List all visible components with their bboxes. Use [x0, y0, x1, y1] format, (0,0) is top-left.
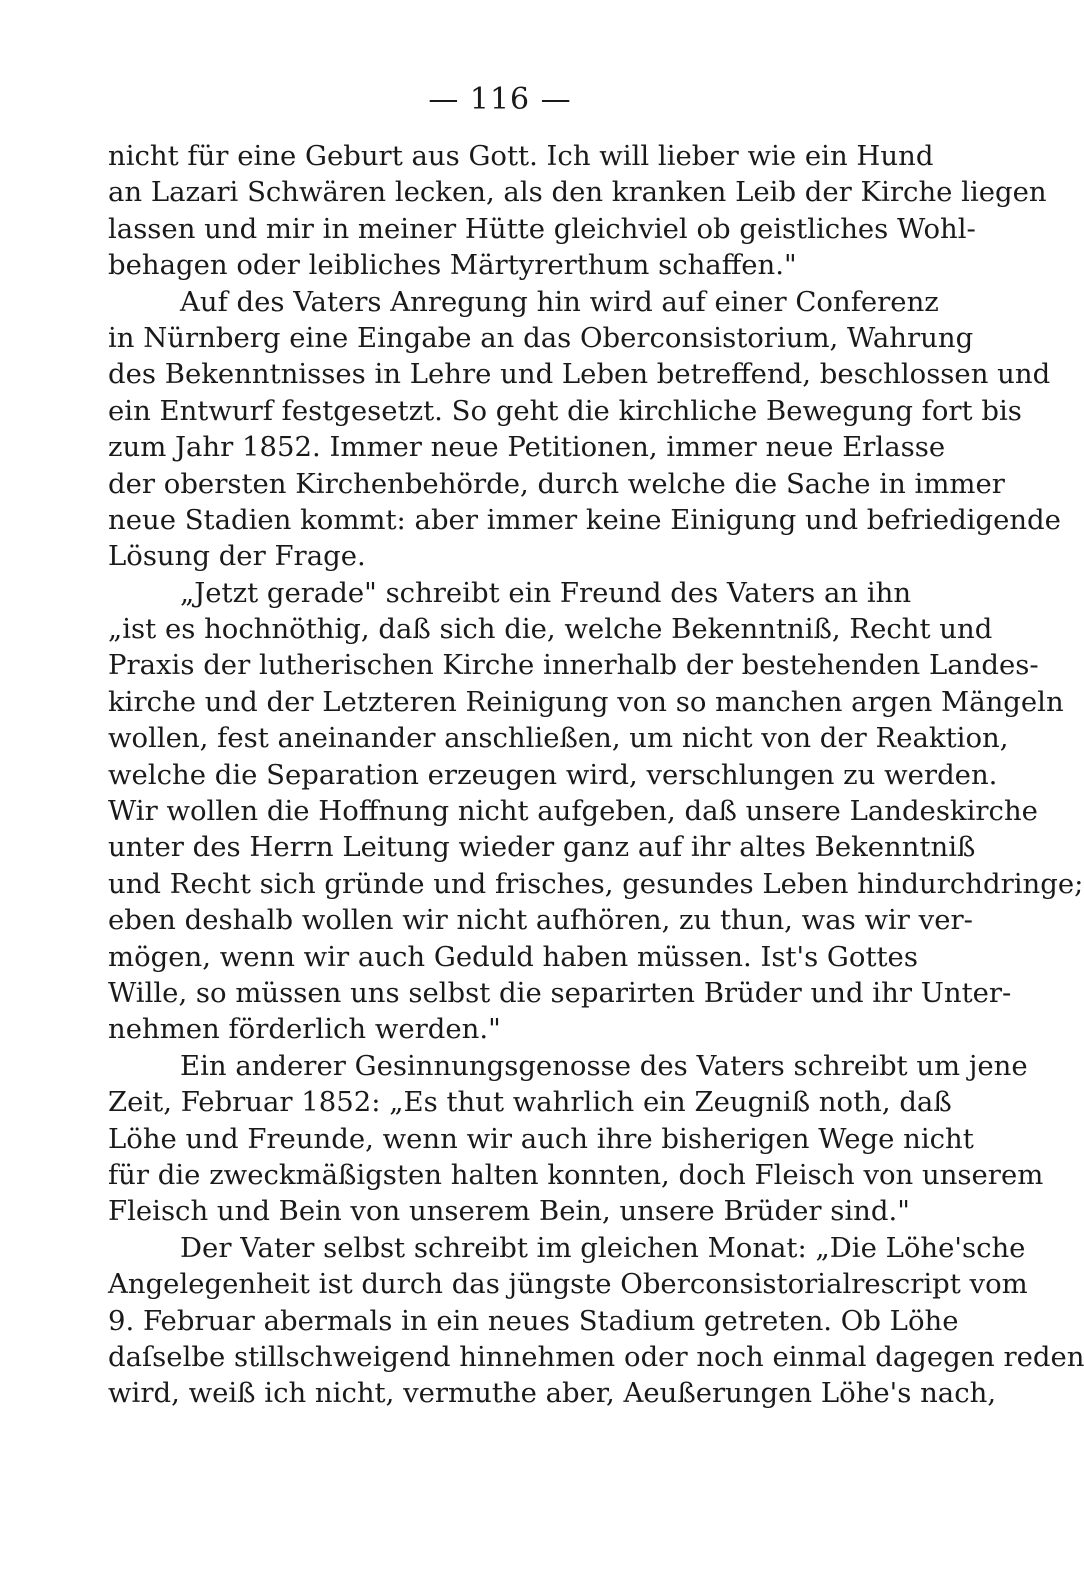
- text-line: daſselbe stillschweigend hinnehmen oder noch einmal dagegen reden: [108, 1340, 1084, 1373]
- text-line: Auf des Vaters Anregung hin wird auf einer Conferenz: [180, 285, 939, 318]
- text-line: an Lazari Schwären lecken, als den kranken Leib der Kirche liegen: [108, 176, 1047, 209]
- text-line: wird, weiß ich nicht, vermuthe aber, Aeußerungen Löhe's nach,: [108, 1377, 997, 1410]
- text-line: unter des Herrn Leitung wieder ganz auf ihr altes Bekenntniß: [108, 831, 976, 864]
- text-line: Angelegenheit ist durch das jüngste Oberconsistorialrescript vom: [108, 1268, 1028, 1301]
- text-line: welche die Separation erzeugen wird, verschlungen zu werden.: [108, 758, 998, 791]
- text-line: in Nürnberg eine Eingabe an das Oberconsistorium, Wahrung: [108, 321, 974, 354]
- text-line: „ist es hochnöthig, daß sich die, welche Bekenntniß, Recht und: [108, 613, 993, 646]
- text-line: wollen, fest aneinander anschließen, um nicht von der Reaktion,: [108, 722, 1009, 755]
- text-line: Löhe und Freunde, wenn wir auch ihre bisherigen Wege nicht: [108, 1122, 974, 1155]
- text-line: Praxis der lutherischen Kirche innerhalb der bestehenden Landes-: [108, 649, 1039, 682]
- text-line: des Bekenntnisses in Lehre und Leben betreffend, beschlossen und: [108, 358, 1051, 391]
- text-line: behagen oder leibliches Märtyrerthum schaffen.": [108, 249, 797, 282]
- text-line: für die zweckmäßigsten halten konnten, doch Fleisch von unserem: [108, 1158, 1044, 1191]
- text-line: Der Vater selbst schreibt im gleichen Monat: „Die Löhe'sche: [180, 1231, 1026, 1264]
- text-line: eben deshalb wollen wir nicht aufhören, zu thun, was wir ver-: [108, 904, 973, 937]
- text-line: neue Stadien kommt: aber immer keine Einigung und befriedigende: [108, 503, 1061, 536]
- text-line: mögen, wenn wir auch Geduld haben müssen. Ist's Gottes: [108, 940, 918, 973]
- text-line: Wir wollen die Hoffnung nicht aufgeben, daß unsere Landeskirche: [108, 795, 1038, 828]
- text-line: Fleisch und Bein von unserem Bein, unsere Brüder sind.": [108, 1195, 910, 1228]
- text-line: 9. Februar abermals in ein neues Stadium getreten. Ob Löhe: [108, 1304, 959, 1337]
- text-line: Lösung der Frage.: [108, 540, 366, 573]
- text-line: nicht für eine Geburt aus Gott. Ich will lieber wie ein Hund: [108, 140, 934, 172]
- text-line: „Jetzt gerade" schreibt ein Freund des Vaters an ihn: [180, 576, 912, 609]
- text-line: zum Jahr 1852. Immer neue Petitionen, immer neue Erlasse: [108, 431, 946, 464]
- body-text: [108, 138, 1084, 1412]
- text-line: ein Entwurf festgesetzt. So geht die kirchliche Bewegung fort bis: [108, 394, 1022, 427]
- text-line: der obersten Kirchenbehörde, durch welche die Sache in immer: [108, 467, 1005, 500]
- text-line: Wille, so müssen uns selbst die separirten Brüder und ihr Unter-: [108, 976, 1012, 1009]
- text-line: kirche und der Letzteren Reinigung von so manchen argen Mängeln: [108, 685, 1064, 718]
- text-line: und Recht sich gründe und frisches, gesundes Leben hindurchdringe;: [108, 867, 1084, 900]
- text-line: Ein anderer Gesinnungsgenosse des Vaters schreibt um jene: [180, 1049, 1028, 1082]
- text-line: nehmen förderlich werden.": [108, 1013, 501, 1046]
- text-line: lassen und mir in meiner Hütte gleichviel ob geistliches Wohl-: [108, 212, 976, 245]
- page-number: — 116 —: [428, 82, 572, 117]
- text-line: Zeit, Februar 1852: „Es thut wahrlich ein Zeugniß noth, daß: [108, 1086, 952, 1119]
